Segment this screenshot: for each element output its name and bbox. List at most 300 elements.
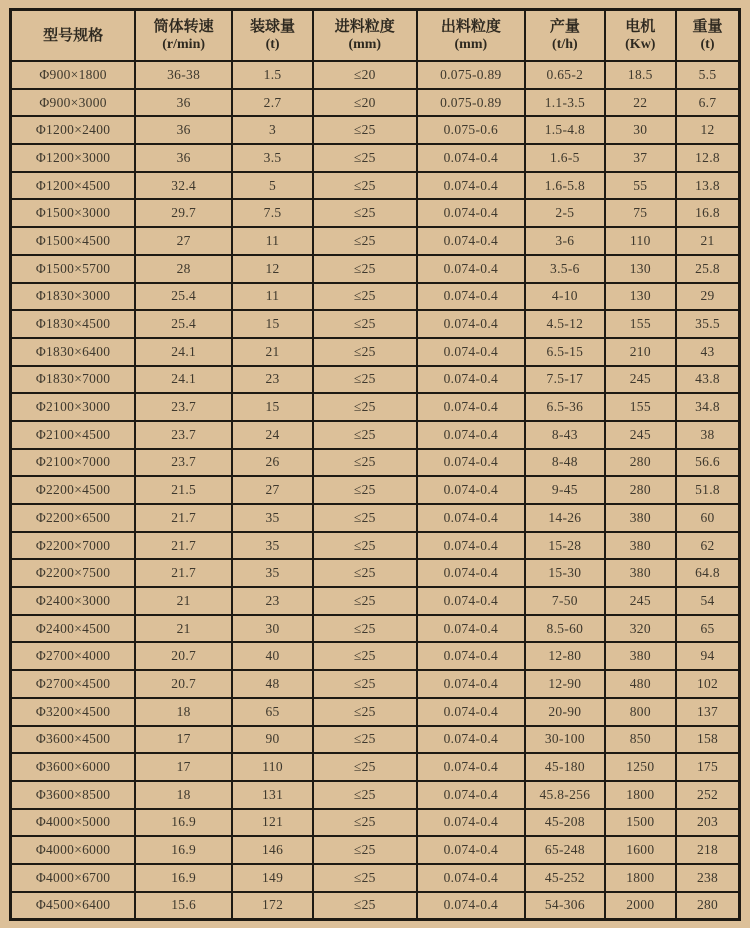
table-row (11, 698, 740, 726)
value-cell: 5 (232, 172, 313, 200)
model-cell: Φ1830×6400 (11, 338, 136, 366)
value-cell: 43 (676, 338, 739, 366)
model-cell: Φ900×3000 (11, 89, 136, 117)
value-cell: 252 (676, 781, 739, 809)
value-cell: 64.8 (676, 559, 739, 587)
value-cell: 0.074-0.4 (417, 310, 526, 338)
table-row (11, 809, 740, 837)
column-header (232, 10, 313, 62)
table-row (11, 781, 740, 809)
value-cell: 29 (676, 283, 739, 311)
value-cell: ≤25 (313, 559, 417, 587)
value-cell: 21 (676, 227, 739, 255)
value-cell: 16.9 (135, 836, 232, 864)
column-header-unit: (t/h) (552, 37, 578, 52)
value-cell: 850 (605, 726, 676, 754)
model-cell: Φ4000×6700 (11, 864, 136, 892)
value-cell: ≤25 (313, 476, 417, 504)
table-row (11, 393, 740, 421)
value-cell: 30 (232, 615, 313, 643)
value-cell: 280 (676, 892, 739, 920)
value-cell: 6.5-15 (525, 338, 604, 366)
value-cell: ≤20 (313, 89, 417, 117)
value-cell: 24.1 (135, 338, 232, 366)
value-cell: 16.9 (135, 809, 232, 837)
value-cell: 6.5-36 (525, 393, 604, 421)
value-cell: 1800 (605, 781, 676, 809)
table-row (11, 864, 740, 892)
table-row (11, 753, 740, 781)
value-cell: 23.7 (135, 449, 232, 477)
value-cell: 245 (605, 587, 676, 615)
value-cell: 0.074-0.4 (417, 587, 526, 615)
value-cell: 7.5 (232, 199, 313, 227)
value-cell: ≤25 (313, 532, 417, 560)
model-cell: Φ2200×7500 (11, 559, 136, 587)
model-cell: Φ1830×3000 (11, 283, 136, 311)
value-cell: 15-28 (525, 532, 604, 560)
value-cell: 51.8 (676, 476, 739, 504)
value-cell: 32.4 (135, 172, 232, 200)
model-cell: Φ2100×3000 (11, 393, 136, 421)
value-cell: 245 (605, 366, 676, 394)
value-cell: 27 (232, 476, 313, 504)
column-header-label: 电机 (625, 18, 656, 35)
value-cell: 24.1 (135, 366, 232, 394)
value-cell: 20.7 (135, 670, 232, 698)
value-cell: 45.8-256 (525, 781, 604, 809)
value-cell: 137 (676, 698, 739, 726)
value-cell: 203 (676, 809, 739, 837)
value-cell: 0.074-0.4 (417, 532, 526, 560)
value-cell: 131 (232, 781, 313, 809)
value-cell: 23 (232, 366, 313, 394)
model-cell: Φ2100×7000 (11, 449, 136, 477)
value-cell: 17 (135, 726, 232, 754)
value-cell: 36 (135, 89, 232, 117)
model-cell: Φ3600×6000 (11, 753, 136, 781)
value-cell: 21.7 (135, 559, 232, 587)
model-cell: Φ2700×4000 (11, 642, 136, 670)
column-header-label: 重量 (692, 18, 723, 35)
column-header (417, 10, 526, 62)
table-row (11, 366, 740, 394)
value-cell: ≤25 (313, 726, 417, 754)
value-cell: 2-5 (525, 199, 604, 227)
value-cell: 1.6-5 (525, 144, 604, 172)
value-cell: 0.074-0.4 (417, 476, 526, 504)
table-row (11, 283, 740, 311)
value-cell: 0.074-0.4 (417, 393, 526, 421)
value-cell: 102 (676, 670, 739, 698)
value-cell: 15.6 (135, 892, 232, 920)
column-header-unit: (t) (265, 37, 280, 52)
value-cell: 7-50 (525, 587, 604, 615)
model-cell: Φ2100×4500 (11, 421, 136, 449)
value-cell: 380 (605, 532, 676, 560)
value-cell: 3 (232, 116, 313, 144)
value-cell: 130 (605, 283, 676, 311)
model-cell: Φ2400×4500 (11, 615, 136, 643)
value-cell: ≤25 (313, 642, 417, 670)
value-cell: 245 (605, 421, 676, 449)
value-cell: 28 (135, 255, 232, 283)
model-cell: Φ4500×6400 (11, 892, 136, 920)
value-cell: 8-43 (525, 421, 604, 449)
value-cell: 6.7 (676, 89, 739, 117)
value-cell: 0.074-0.4 (417, 670, 526, 698)
model-cell: Φ1500×3000 (11, 199, 136, 227)
model-cell: Φ1200×2400 (11, 116, 136, 144)
value-cell: 1250 (605, 753, 676, 781)
model-cell: Φ4000×6000 (11, 836, 136, 864)
column-header-unit: (mm) (348, 37, 382, 52)
column-header (525, 10, 604, 62)
value-cell: ≤25 (313, 338, 417, 366)
table-row (11, 116, 740, 144)
header-row (11, 10, 740, 62)
value-cell: 1500 (605, 809, 676, 837)
value-cell: 55 (605, 172, 676, 200)
value-cell: ≤25 (313, 255, 417, 283)
value-cell: 40 (232, 642, 313, 670)
value-cell: 15 (232, 393, 313, 421)
value-cell: 155 (605, 310, 676, 338)
model-cell: Φ1500×5700 (11, 255, 136, 283)
value-cell: 121 (232, 809, 313, 837)
value-cell: 35 (232, 559, 313, 587)
column-header-label: 装球量 (250, 18, 296, 35)
value-cell: 62 (676, 532, 739, 560)
value-cell: 0.075-0.6 (417, 116, 526, 144)
value-cell: 37 (605, 144, 676, 172)
value-cell: ≤25 (313, 227, 417, 255)
model-cell: Φ2200×7000 (11, 532, 136, 560)
value-cell: 45-252 (525, 864, 604, 892)
value-cell: 4-10 (525, 283, 604, 311)
column-header (676, 10, 739, 62)
value-cell: 0.074-0.4 (417, 504, 526, 532)
value-cell: ≤25 (313, 587, 417, 615)
value-cell: 15 (232, 310, 313, 338)
value-cell: 36 (135, 144, 232, 172)
value-cell: ≤25 (313, 393, 417, 421)
value-cell: 0.074-0.4 (417, 144, 526, 172)
table-row (11, 449, 740, 477)
table-row (11, 172, 740, 200)
value-cell: 280 (605, 449, 676, 477)
value-cell: 27 (135, 227, 232, 255)
value-cell: 14-26 (525, 504, 604, 532)
value-cell: 0.075-0.89 (417, 89, 526, 117)
value-cell: 320 (605, 615, 676, 643)
value-cell: 13.8 (676, 172, 739, 200)
model-cell: Φ1500×4500 (11, 227, 136, 255)
value-cell: 60 (676, 504, 739, 532)
value-cell: 210 (605, 338, 676, 366)
value-cell: 18.5 (605, 61, 676, 89)
value-cell: 21.5 (135, 476, 232, 504)
model-cell: Φ2200×4500 (11, 476, 136, 504)
table-row (11, 421, 740, 449)
value-cell: 380 (605, 642, 676, 670)
value-cell: 12-90 (525, 670, 604, 698)
value-cell: ≤25 (313, 199, 417, 227)
table-row (11, 532, 740, 560)
model-cell: Φ3600×8500 (11, 781, 136, 809)
value-cell: 20-90 (525, 698, 604, 726)
model-cell: Φ4000×5000 (11, 809, 136, 837)
value-cell: 5.5 (676, 61, 739, 89)
value-cell: 26 (232, 449, 313, 477)
column-header-unit: (Kw) (625, 37, 656, 52)
value-cell: 94 (676, 642, 739, 670)
value-cell: 3-6 (525, 227, 604, 255)
value-cell: 25.8 (676, 255, 739, 283)
value-cell: 90 (232, 726, 313, 754)
value-cell: 48 (232, 670, 313, 698)
table-row (11, 642, 740, 670)
column-header (313, 10, 417, 62)
model-cell: Φ3600×4500 (11, 726, 136, 754)
table-row (11, 587, 740, 615)
value-cell: 110 (232, 753, 313, 781)
value-cell: 36-38 (135, 61, 232, 89)
value-cell: 0.075-0.89 (417, 61, 526, 89)
table-head (11, 10, 740, 62)
value-cell: 23.7 (135, 393, 232, 421)
value-cell: 65-248 (525, 836, 604, 864)
value-cell: 175 (676, 753, 739, 781)
column-header-unit: (r/min) (162, 37, 206, 52)
value-cell: 23 (232, 587, 313, 615)
column-header (11, 10, 136, 62)
value-cell: 0.074-0.4 (417, 421, 526, 449)
column-header-unit: (t) (700, 37, 715, 52)
ball-mill-spec-table (9, 8, 741, 921)
value-cell: ≤25 (313, 864, 417, 892)
value-cell: 0.074-0.4 (417, 698, 526, 726)
value-cell: 1.1-3.5 (525, 89, 604, 117)
value-cell: 0.65-2 (525, 61, 604, 89)
model-cell: Φ1200×4500 (11, 172, 136, 200)
value-cell: 0.074-0.4 (417, 449, 526, 477)
value-cell: 38 (676, 421, 739, 449)
value-cell: 34.8 (676, 393, 739, 421)
value-cell: 11 (232, 227, 313, 255)
value-cell: 54-306 (525, 892, 604, 920)
value-cell: 4.5-12 (525, 310, 604, 338)
value-cell: 1.5-4.8 (525, 116, 604, 144)
table-row (11, 615, 740, 643)
value-cell: 8.5-60 (525, 615, 604, 643)
value-cell: 0.074-0.4 (417, 255, 526, 283)
column-header-unit: (mm) (454, 37, 488, 52)
value-cell: 0.074-0.4 (417, 726, 526, 754)
value-cell: 12 (232, 255, 313, 283)
value-cell: 35.5 (676, 310, 739, 338)
value-cell: 1.5 (232, 61, 313, 89)
table-row (11, 670, 740, 698)
value-cell: 18 (135, 698, 232, 726)
value-cell: 30 (605, 116, 676, 144)
value-cell: 218 (676, 836, 739, 864)
model-cell: Φ900×1800 (11, 61, 136, 89)
value-cell: 23.7 (135, 421, 232, 449)
value-cell: 0.074-0.4 (417, 338, 526, 366)
value-cell: 21.7 (135, 532, 232, 560)
column-header-label: 型号规格 (43, 27, 104, 44)
table-row (11, 199, 740, 227)
value-cell: ≤25 (313, 116, 417, 144)
model-cell: Φ1830×7000 (11, 366, 136, 394)
table-body (11, 61, 740, 920)
value-cell: 11 (232, 283, 313, 311)
table-row (11, 255, 740, 283)
value-cell: 0.074-0.4 (417, 781, 526, 809)
value-cell: ≤25 (313, 809, 417, 837)
value-cell: 22 (605, 89, 676, 117)
value-cell: 25.4 (135, 283, 232, 311)
value-cell: ≤25 (313, 698, 417, 726)
model-cell: Φ2200×6500 (11, 504, 136, 532)
model-cell: Φ3200×4500 (11, 698, 136, 726)
value-cell: 800 (605, 698, 676, 726)
value-cell: 0.074-0.4 (417, 864, 526, 892)
value-cell: 20.7 (135, 642, 232, 670)
column-header-label: 产量 (549, 18, 580, 35)
value-cell: ≤25 (313, 781, 417, 809)
value-cell: 380 (605, 504, 676, 532)
model-cell: Φ2700×4500 (11, 670, 136, 698)
value-cell: 45-208 (525, 809, 604, 837)
column-header-label: 出料粒度 (440, 18, 501, 35)
value-cell: ≤25 (313, 615, 417, 643)
value-cell: 12-80 (525, 642, 604, 670)
value-cell: 0.074-0.4 (417, 753, 526, 781)
value-cell: 12 (676, 116, 739, 144)
model-cell: Φ2400×3000 (11, 587, 136, 615)
value-cell: 65 (676, 615, 739, 643)
column-header-label: 进料粒度 (334, 18, 395, 35)
value-cell: 21.7 (135, 504, 232, 532)
table-row (11, 559, 740, 587)
value-cell: 43.8 (676, 366, 739, 394)
value-cell: 7.5-17 (525, 366, 604, 394)
value-cell: 238 (676, 864, 739, 892)
column-header (605, 10, 676, 62)
value-cell: 54 (676, 587, 739, 615)
value-cell: 158 (676, 726, 739, 754)
value-cell: 25.4 (135, 310, 232, 338)
table-row (11, 836, 740, 864)
column-header-label: 筒体转速 (153, 18, 214, 35)
value-cell: 12.8 (676, 144, 739, 172)
value-cell: 18 (135, 781, 232, 809)
value-cell: 36 (135, 116, 232, 144)
value-cell: 0.074-0.4 (417, 836, 526, 864)
value-cell: 0.074-0.4 (417, 199, 526, 227)
table-row (11, 61, 740, 89)
value-cell: 172 (232, 892, 313, 920)
table-row (11, 504, 740, 532)
value-cell: 29.7 (135, 199, 232, 227)
model-cell: Φ1200×3000 (11, 144, 136, 172)
value-cell: 0.074-0.4 (417, 559, 526, 587)
model-cell: Φ1830×4500 (11, 310, 136, 338)
table-row (11, 144, 740, 172)
value-cell: 30-100 (525, 726, 604, 754)
value-cell: 35 (232, 504, 313, 532)
value-cell: ≤25 (313, 172, 417, 200)
value-cell: ≤20 (313, 61, 417, 89)
value-cell: 45-180 (525, 753, 604, 781)
value-cell: 3.5 (232, 144, 313, 172)
value-cell: 16.8 (676, 199, 739, 227)
value-cell: 1800 (605, 864, 676, 892)
value-cell: 146 (232, 836, 313, 864)
table-row (11, 310, 740, 338)
value-cell: 21 (135, 587, 232, 615)
value-cell: ≤25 (313, 310, 417, 338)
value-cell: 0.074-0.4 (417, 642, 526, 670)
value-cell: ≤25 (313, 836, 417, 864)
value-cell: ≤25 (313, 753, 417, 781)
value-cell: 1600 (605, 836, 676, 864)
table-row (11, 476, 740, 504)
value-cell: 0.074-0.4 (417, 809, 526, 837)
value-cell: 15-30 (525, 559, 604, 587)
value-cell: 17 (135, 753, 232, 781)
value-cell: 56.6 (676, 449, 739, 477)
value-cell: 0.074-0.4 (417, 366, 526, 394)
value-cell: ≤25 (313, 144, 417, 172)
value-cell: 155 (605, 393, 676, 421)
value-cell: 0.074-0.4 (417, 615, 526, 643)
value-cell: 75 (605, 199, 676, 227)
table-row (11, 892, 740, 920)
value-cell: 9-45 (525, 476, 604, 504)
value-cell: ≤25 (313, 670, 417, 698)
value-cell: 2000 (605, 892, 676, 920)
table-row (11, 726, 740, 754)
value-cell: ≤25 (313, 449, 417, 477)
value-cell: 380 (605, 559, 676, 587)
table-row (11, 227, 740, 255)
value-cell: 21 (232, 338, 313, 366)
value-cell: 0.074-0.4 (417, 172, 526, 200)
column-header (135, 10, 232, 62)
value-cell: 0.074-0.4 (417, 283, 526, 311)
value-cell: ≤25 (313, 892, 417, 920)
value-cell: 110 (605, 227, 676, 255)
value-cell: 24 (232, 421, 313, 449)
table-row (11, 338, 740, 366)
value-cell: 280 (605, 476, 676, 504)
value-cell: 1.6-5.8 (525, 172, 604, 200)
value-cell: 130 (605, 255, 676, 283)
table-row (11, 89, 740, 117)
value-cell: 65 (232, 698, 313, 726)
value-cell: 8-48 (525, 449, 604, 477)
value-cell: 3.5-6 (525, 255, 604, 283)
value-cell: 2.7 (232, 89, 313, 117)
value-cell: ≤25 (313, 283, 417, 311)
value-cell: 21 (135, 615, 232, 643)
value-cell: 0.074-0.4 (417, 892, 526, 920)
value-cell: 0.074-0.4 (417, 227, 526, 255)
value-cell: 35 (232, 532, 313, 560)
